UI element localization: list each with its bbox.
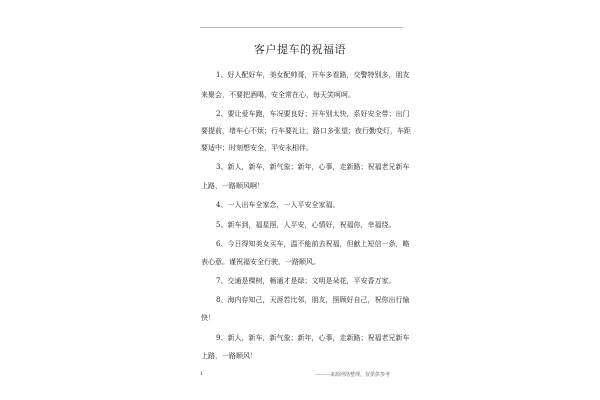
page-number: 1: [200, 371, 204, 377]
paragraph-2-line-3: 要适中；时刻想安全，平安永相伴。: [201, 144, 313, 152]
paragraph-5-line-1: 5、新车到，福星照，人平安，心情好，祝福你，幸福绕。: [216, 221, 396, 229]
paragraph-6-line-2: 表心意。谨祝福安全行驶，一路顺风。: [201, 258, 320, 266]
footer-note: ———来源网络整理，仅供供参考: [315, 372, 391, 378]
paragraph-7-line-1: 7、交通是棵树，畅通才是绿；文明是朵花，平安香万家。: [216, 277, 396, 285]
paragraph-1-line-1: 1、好人配好车，美女配帅哥，开车多看路，交警特别多，朋友: [216, 71, 410, 79]
paragraph-1-line-2: 来聚会，不要把酒喝，安全常在心，每天笑呵呵。: [201, 91, 355, 99]
paragraph-2-line-1: 2、要让爱车跑，车况要良好；开车别太快，系好安全带；出门: [216, 110, 410, 118]
paragraph-8-line-1: 8、海内存知己，天涯若比邻，朋友，照顾好自己，祝你出行愉: [216, 296, 410, 304]
header-rule: [200, 27, 403, 28]
paragraph-3-line-1: 3、新人，新车，新气象；新年，心事，走新路；祝福老兄新车: [216, 163, 410, 171]
paragraph-9-line-1: 9、新人，新车，新气象；新年，心事，走新路；祝福老兄新车: [216, 334, 410, 342]
paragraph-6-line-1: 6、今日得知美女买车，温不能前去祝福，但献上短信一条，略: [216, 240, 410, 248]
paragraph-2-line-2: 要提前，堵车心不烦；行车要礼让，路口多张望；夜行勤变灯，车距: [201, 127, 411, 135]
paragraph-4-line-1: 4、一人出车全家念，一人平安全家福。: [216, 201, 340, 209]
paragraph-9-line-2: 上路，一路顺风！: [201, 352, 257, 360]
paragraph-8-line-2: 快！: [201, 314, 215, 322]
paragraph-3-line-2: 上路，一路顺风啊！: [201, 182, 264, 190]
page-title: 客户提车的祝福语: [254, 43, 346, 56]
